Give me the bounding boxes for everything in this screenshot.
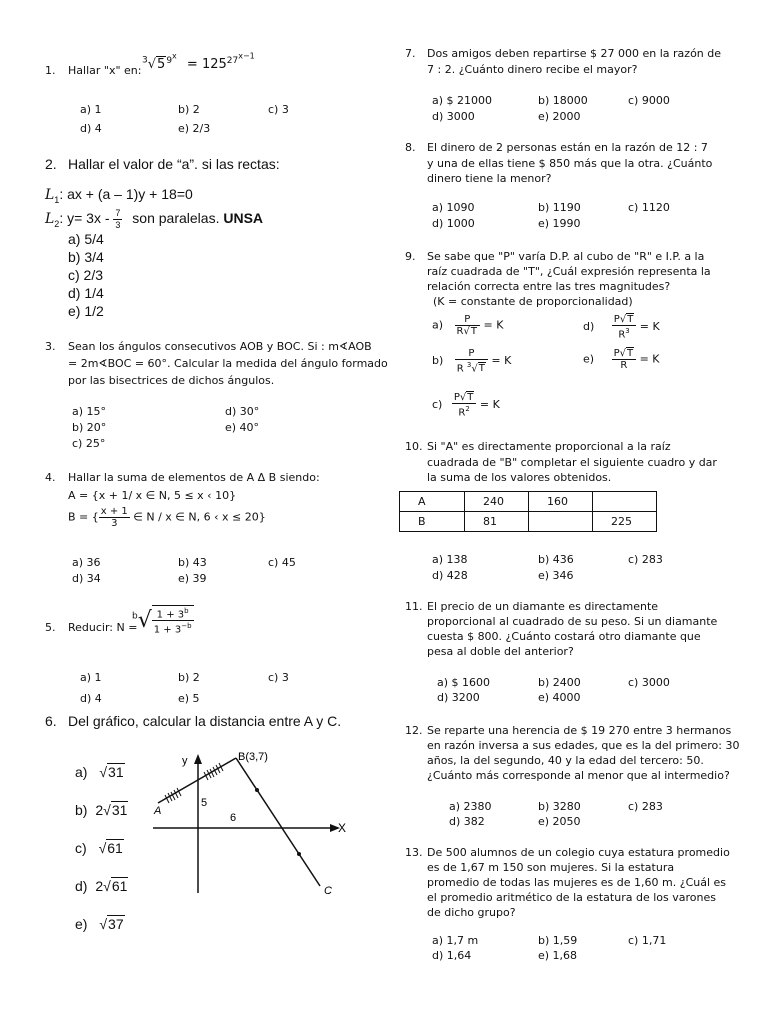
q3-number: 3. <box>45 340 56 353</box>
q6-graph <box>148 748 348 918</box>
q11-line-2: proporcional al cuadrado de su peso. Si un diamante <box>427 615 718 628</box>
table-cell: 81 <box>465 512 529 532</box>
q2-option-c[interactable]: c) 2/3 <box>68 267 104 283</box>
q9-option-a[interactable]: a) $\frac{P}{R√T}$ = K <box>432 314 504 337</box>
q1-option-c[interactable]: c) 3 <box>268 103 289 116</box>
q1-option-a[interactable]: a) 1 <box>80 103 102 116</box>
q10-line-3: la suma de los valores obtenidos. <box>427 471 612 484</box>
q12-option-b[interactable]: b) 3280 <box>538 800 581 813</box>
q3-line-2: = 2m∢BOC = 60°. Calcular la medida del ángulo formado <box>68 357 388 370</box>
y-axis-arrow-icon <box>194 754 202 764</box>
q4-option-a[interactable]: a) 36 <box>72 556 101 569</box>
q4-option-b[interactable]: b) 43 <box>178 556 207 569</box>
q4-line-2: A = {x + 1/ x ∈ N, 5 ≤ x ‹ 10} <box>68 489 237 502</box>
table-cell: A <box>400 492 465 512</box>
q7-number: 7. <box>405 47 416 60</box>
q10-table <box>399 491 657 532</box>
table-cell: 240 <box>465 492 529 512</box>
table-row <box>400 492 657 512</box>
q5-radical: $^b$√ $\frac{1 + 3^b}{1 + 3^{-b}}$ <box>132 607 192 636</box>
q13-option-d[interactable]: d) 1,64 <box>432 949 472 962</box>
q2-line-2: $L_2$: y= 3x - $\frac{7}{3}$ son paralelas. UNSA <box>45 208 264 230</box>
q12-line-1: Se reparte una herencia de $ 19 270 entre 3 hermanos <box>427 724 732 737</box>
q3-option-a[interactable]: a) 15° <box>72 405 107 418</box>
q9-line-2: raíz cuadrada de "T", ¿Cuál expresión representa la <box>427 265 711 278</box>
six-label: 6 <box>230 812 237 824</box>
q2-line-1: $L_1$: ax + (a – 1)y + 18=0 <box>45 186 193 205</box>
q8-number: 8. <box>405 141 416 154</box>
a-label: A <box>154 805 162 817</box>
q4-number: 4. <box>45 471 56 484</box>
table-cell: B <box>400 512 465 532</box>
q13-line-3: promedio de todas las mujeres es de 1,60 m. ¿Cuál es <box>427 876 727 889</box>
q9-line-1: Se sabe que "P" varía D.P. al cubo de "R" e I.P. a la <box>427 250 705 263</box>
q8-line-1: El dinero de 2 personas están en la razón de 12 : 7 <box>427 141 708 154</box>
q9-option-d[interactable]: d) $\frac{P√T}{R^3}$ = K <box>583 314 660 341</box>
q8-line-3: dinero tiene la menor? <box>427 172 552 185</box>
q1-text: Hallar "x" en: <box>68 64 142 77</box>
five-label: 5 <box>201 797 208 809</box>
q8-option-b[interactable]: b) 1190 <box>538 201 581 214</box>
q2-option-a[interactable]: a) 5/4 <box>68 231 104 247</box>
q2-option-e[interactable]: e) 1/2 <box>68 303 104 319</box>
q5-option-e[interactable]: e) 5 <box>178 692 200 705</box>
q10-option-b[interactable]: b) 436 <box>538 553 574 566</box>
q1-option-b[interactable]: b) 2 <box>178 103 200 116</box>
q3-line-1: Sean los ángulos consecutivos AOB y BOC. Si : m∢AOB <box>68 340 372 353</box>
q7-option-c[interactable]: c) 9000 <box>628 94 670 107</box>
table-cell <box>529 512 593 532</box>
q2-text: Hallar el valor de “a”. si las rectas: <box>68 156 280 172</box>
q11-line-4: pesa al doble del anterior? <box>427 645 574 658</box>
q5-option-a[interactable]: a) 1 <box>80 671 102 684</box>
table-row <box>400 512 657 532</box>
q10-option-d[interactable]: d) 428 <box>432 569 468 582</box>
segment-bc <box>236 758 320 886</box>
q12-number: 12. <box>405 724 423 737</box>
q4-line-3: B = { $\frac{x + 1}{3}$ ∈ N / x ∈ N, 6 ‹ x ≤ 20} <box>68 506 266 529</box>
q12-option-c[interactable]: c) 283 <box>628 800 663 813</box>
q12-line-4: ¿Cuánto más corresponde al menor que al intermedio? <box>427 769 730 782</box>
q5-option-b[interactable]: b) 2 <box>178 671 200 684</box>
q11-option-b[interactable]: b) 2400 <box>538 676 581 689</box>
q4-option-e[interactable]: e) 39 <box>178 572 207 585</box>
q10-option-e[interactable]: e) 346 <box>538 569 574 582</box>
q5-text: Reducir: N = <box>68 621 138 634</box>
q10-option-a[interactable]: a) 138 <box>432 553 468 566</box>
point-mark <box>255 788 259 792</box>
q7-option-a[interactable]: a) $ 21000 <box>432 94 493 107</box>
q9-option-e[interactable]: e) $\frac{P√T}{R}$ = K <box>583 348 660 371</box>
q2-option-b[interactable]: b) 3/4 <box>68 249 104 265</box>
q3-option-e[interactable]: e) 40° <box>225 421 260 434</box>
q9-number: 9. <box>405 250 416 263</box>
q11-line-1: El precio de un diamante es directamente <box>427 600 659 613</box>
q10-line-2: cuadrada de "B" completar el siguiente cuadro y dar <box>427 456 717 469</box>
table-cell: 225 <box>593 512 657 532</box>
q13-line-5: de dicho grupo? <box>427 906 516 919</box>
q6-option-e[interactable]: e) √37 <box>75 916 124 932</box>
q2-number: 2. <box>45 156 57 172</box>
q13-line-2: es de 1,67 m 150 son mujeres. Si la estatura <box>427 861 675 874</box>
q12-option-a[interactable]: a) 2380 <box>449 800 492 813</box>
q10-line-1: Si "A" es directamente proporcional a la raíz <box>427 440 671 453</box>
q7-option-b[interactable]: b) 18000 <box>538 94 588 107</box>
q7-option-e[interactable]: e) 2000 <box>538 110 581 123</box>
q8-line-2: y una de ellas tiene $ 850 más que la otra. ¿Cuánto <box>427 157 713 170</box>
q4-option-d[interactable]: d) 34 <box>72 572 101 585</box>
q6-option-c[interactable]: c) √61 <box>75 840 123 856</box>
q13-option-c[interactable]: c) 1,71 <box>628 934 667 947</box>
q7-option-d[interactable]: d) 3000 <box>432 110 475 123</box>
table-cell: 160 <box>529 492 593 512</box>
q1-option-d[interactable]: d) 4 <box>80 122 102 135</box>
q13-line-1: De 500 alumnos de un colegio cuya estatura promedio <box>427 846 730 859</box>
q13-number: 13. <box>405 846 423 859</box>
q12-option-d[interactable]: d) 382 <box>449 815 485 828</box>
q7-line-2: 7 : 2. ¿Cuánto dinero recibe el mayor? <box>427 63 638 76</box>
q11-option-d[interactable]: d) 3200 <box>437 691 480 704</box>
q13-option-e[interactable]: e) 1,68 <box>538 949 578 962</box>
q6-option-b[interactable]: b) 2√31 <box>75 802 128 818</box>
b-label: B(3,7) <box>238 751 268 763</box>
q1-option-e[interactable]: e) 2/3 <box>178 122 211 135</box>
q12-line-2: en razón inversa a sus edades, que es la del primero: 30 <box>427 739 740 752</box>
q3-option-d[interactable]: d) 30° <box>225 405 260 418</box>
q11-option-e[interactable]: e) 4000 <box>538 691 581 704</box>
q9-option-b[interactable]: b) $\frac{P}{R ^3√T}$ = K <box>432 348 512 375</box>
q2-option-d[interactable]: d) 1/4 <box>68 285 104 301</box>
q9-line-4: (K = constante de proporcionalidad) <box>433 295 633 308</box>
q6-option-a[interactable]: a) √31 <box>75 764 124 780</box>
q12-line-3: años, la del segundo, 40 y la edad del tercero: 50. <box>427 754 704 767</box>
q6-option-d[interactable]: d) 2√61 <box>75 878 128 894</box>
q4-line-1: Hallar la suma de elementos de A Δ B siendo: <box>68 471 320 484</box>
q3-option-c[interactable]: c) 25° <box>72 437 106 450</box>
q11-option-c[interactable]: c) 3000 <box>628 676 670 689</box>
q11-line-3: cuesta $ 800. ¿Cuánto costará otro diamante que <box>427 630 701 643</box>
q9-option-c[interactable]: c) $\frac{P√T}{R^2}$ = K <box>432 392 500 419</box>
q8-option-c[interactable]: c) 1120 <box>628 201 670 214</box>
q6-number: 6. <box>45 713 57 729</box>
q3-line-3: por las bisectrices de dichos ángulos. <box>68 374 275 387</box>
q9-line-3: relación correcta entre las tres magnitudes? <box>427 280 671 293</box>
q8-option-e[interactable]: e) 1990 <box>538 217 581 230</box>
q10-option-c[interactable]: c) 283 <box>628 553 663 566</box>
q1-equation: $^3√5^{9^x} = 125^{27^{x-1}}$ <box>142 51 255 72</box>
q8-option-a[interactable]: a) 1090 <box>432 201 475 214</box>
q4-option-c[interactable]: c) 45 <box>268 556 296 569</box>
q13-option-b[interactable]: b) 1,59 <box>538 934 578 947</box>
point-mark <box>297 852 301 856</box>
q12-option-e[interactable]: e) 2050 <box>538 815 581 828</box>
q5-option-d[interactable]: d) 4 <box>80 692 102 705</box>
q13-option-a[interactable]: a) 1,7 m <box>432 934 479 947</box>
q11-number: 11. <box>405 600 423 613</box>
q1-number: 1. <box>45 64 56 77</box>
q7-line-1: Dos amigos deben repartirse $ 27 000 en la razón de <box>427 47 722 60</box>
q5-number: 5. <box>45 621 56 634</box>
q8-option-d[interactable]: d) 1000 <box>432 217 475 230</box>
y-label: y <box>182 755 188 767</box>
q6-text: Del gráfico, calcular la distancia entre A y C. <box>68 713 342 729</box>
x-label: X <box>338 821 347 835</box>
q10-number: 10. <box>405 440 423 453</box>
q11-option-a[interactable]: a) $ 1600 <box>437 676 491 689</box>
table-cell <box>593 492 657 512</box>
q13-line-4: el promedio aritmético de la estatura de los varones <box>427 891 716 904</box>
c-label: C <box>324 885 332 897</box>
q5-option-c[interactable]: c) 3 <box>268 671 289 684</box>
q3-option-b[interactable]: b) 20° <box>72 421 107 434</box>
